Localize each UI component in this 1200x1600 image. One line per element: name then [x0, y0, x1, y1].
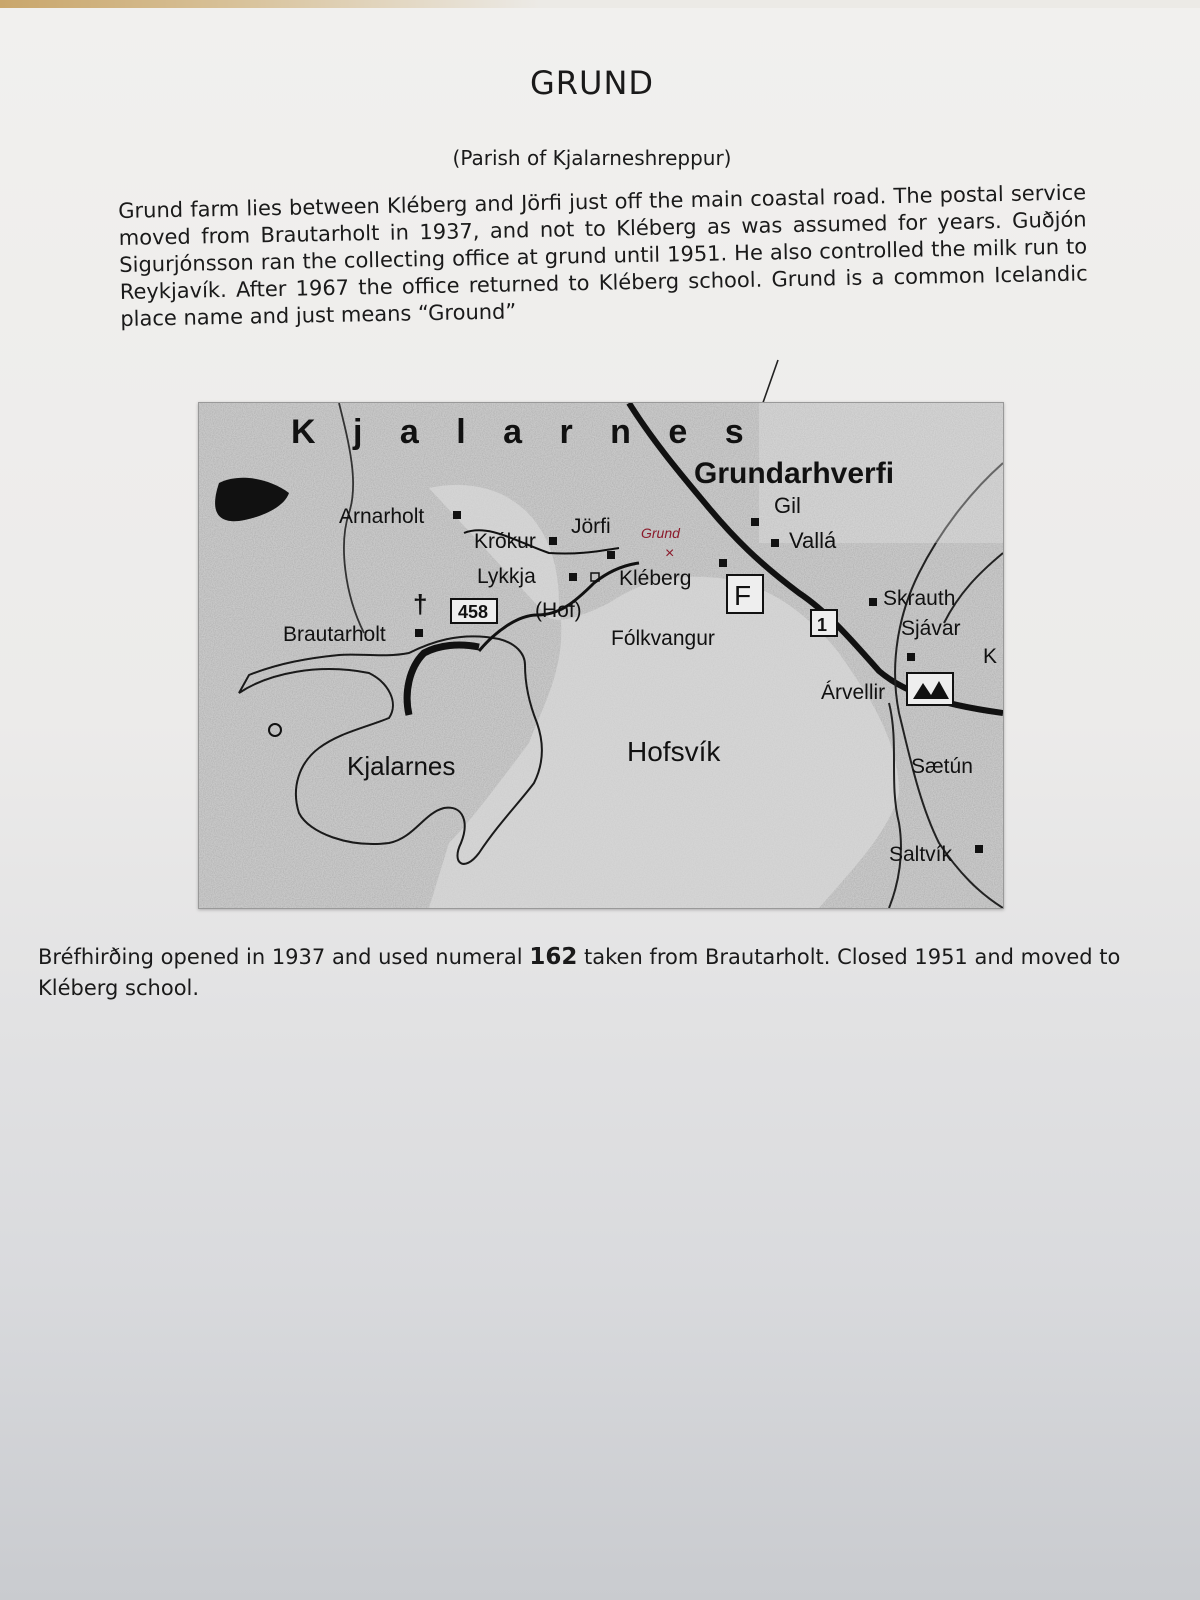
map-label-arvellir: Árvellir — [821, 681, 886, 704]
page-title: GRUND — [529, 64, 655, 102]
marker-valla — [771, 539, 779, 547]
caption-text-start: Bréfhirðing opened in 1937 and used numeral — [38, 945, 530, 969]
map-label-kjalarnes: Kjalarnes — [347, 751, 456, 781]
road-1-label: 1 — [817, 615, 828, 635]
map-label-krokur: Krókur — [474, 530, 536, 553]
map-label-k: K — [983, 645, 998, 668]
marker-kleberg — [719, 559, 727, 567]
map-label-saltvik: Saltvík — [889, 843, 953, 866]
marker-krokur — [549, 537, 557, 545]
caption-numeral: 162 — [529, 944, 578, 970]
map-label-jorfi: Jörfi — [571, 515, 611, 538]
marker-jorfi — [607, 551, 615, 559]
marker-skrauth — [869, 598, 877, 606]
church-symbol: † — [413, 589, 428, 619]
map-label-hof: (Hof) — [535, 599, 582, 622]
map-label-lykkja: Lykkja — [477, 565, 536, 588]
marker-arnarholt — [453, 511, 461, 519]
map-f-marker: F — [734, 580, 752, 611]
caption-text-end: taken from Brautarholt. Closed 1951 and moved to Kléberg school. — [38, 945, 1121, 1000]
marker-saltvik — [975, 845, 983, 853]
road-458-label: 458 — [458, 602, 489, 622]
map-label-grundarhverfi: Grundarhverfi — [694, 457, 895, 490]
map-label-gil: Gil — [774, 493, 801, 518]
map-label-savar: Sjávar — [901, 617, 961, 640]
marker-lykkja — [569, 573, 577, 581]
map-label-region: K j a l a r n e s — [291, 413, 758, 451]
map-label-kleberg: Kléberg — [619, 567, 692, 590]
map-marker-grund: × — [665, 545, 675, 562]
intro-paragraph: Grund farm lies between Kléberg and Jörfi just off the main coastal road. The postal service moved from Brautarholt in 1937, and not to Kléberg as was assumed for years. Guðjón Sigurjónsson ran the collecting office at grund until 1951. He also controlled the milk run to Reykjavík. After 1967 the office returned to Kléberg school. Grund is a common Icelandic place name and just means “Ground” — [118, 180, 1088, 331]
area-map — [198, 402, 1004, 909]
map-label-skrauth: Skrauth — [883, 587, 956, 610]
caption-paragraph — [38, 942, 1158, 1004]
marker-savar — [907, 653, 915, 661]
page-subtitle: (Parish of Kjalarneshreppur) — [452, 146, 732, 170]
map-label-arnarholt: Arnarholt — [339, 505, 425, 528]
map-label-brautarholt: Brautarholt — [283, 623, 386, 646]
map-label-grund: Grund — [641, 525, 680, 541]
map-label-hofsvik: Hofsvík — [627, 736, 721, 767]
map-label-folkvangur: Fólkvangur — [611, 627, 715, 650]
marker-gil — [751, 518, 759, 526]
marker-brautarholt — [415, 629, 423, 637]
map-label-saeton: Sætún — [911, 755, 973, 778]
map-label-valla: Vallá — [789, 528, 837, 553]
campsite-box — [907, 673, 953, 705]
